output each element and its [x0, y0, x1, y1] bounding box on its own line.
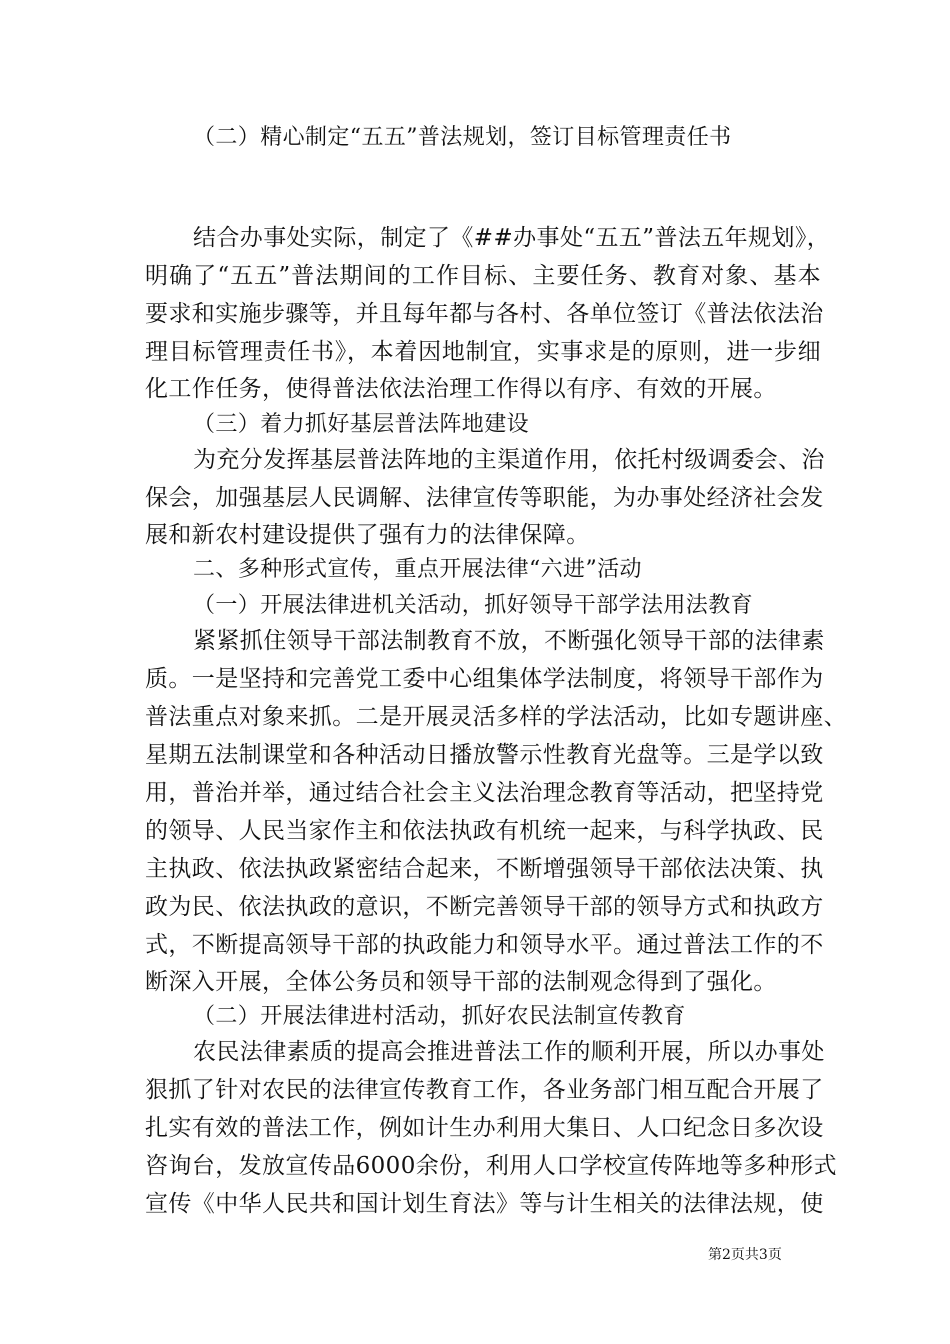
section-heading: （一）开展法律进机关活动，抓好领导干部学法用法教育 — [193, 593, 754, 618]
paragraph-line: 咨询台，发放宣传品6000余份，利用人口学校宣传阵地等多种形式 — [145, 1153, 837, 1179]
paragraph-line: 理目标管理责任书》，本着因地制宜，实事求是的原则，进一步细 — [145, 339, 821, 365]
section-heading: 二、多种形式宣传，重点开展法律“六进”活动 — [193, 557, 642, 582]
paragraph-line: 紧紧抓住领导干部法制教育不放，不断强化领导干部的法律素 — [193, 628, 825, 654]
paragraph-line: 扎实有效的普法工作，例如计生办利用大集日、人口纪念日多次设 — [145, 1115, 824, 1141]
paragraph-line: 的领导、人民当家作主和依法执政有机统一起来，与科学执政、民 — [145, 818, 824, 844]
paragraph-line: 质。一是坚持和完善党工委中心组集体学法制度，将领导干部作为 — [145, 666, 824, 692]
paragraph-line: 为充分发挥基层普法阵地的主渠道作用，依托村级调委会、治 — [193, 447, 825, 473]
page-number-footer: 第2页共3页 — [708, 1247, 782, 1263]
section-heading: （二）开展法律进村活动，抓好农民法制宣传教育 — [193, 1004, 686, 1029]
paragraph-line: 农民法律素质的提高会推进普法工作的顺利开展，所以办事处 — [193, 1039, 825, 1065]
paragraph-line: 用，普治并举，通过结合社会主义法治理念教育等活动，把坚持党 — [145, 780, 824, 806]
section-heading: （二）精心制定“五五”普法规划，签订目标管理责任书 — [193, 125, 732, 150]
paragraph-line: 式，不断提高领导干部的执政能力和领导水平。通过普法工作的不 — [145, 932, 824, 958]
paragraph-line: 结合办事处实际，制定了《##办事处“五五”普法五年规划》， — [193, 225, 831, 251]
paragraph-line: 保会，加强基层人民调解、法律宣传等职能，为办事处经济社会发 — [145, 485, 824, 511]
paragraph-line: 要求和实施步骤等，并且每年都与各村、各单位签订《普法依法治 — [145, 301, 824, 327]
paragraph-line: 断深入开展，全体公务员和领导干部的法制观念得到了强化。 — [145, 969, 777, 995]
paragraph-line: 主执政、依法执政紧密结合起来，不断增强领导干部依法决策、执 — [145, 856, 824, 882]
section-heading: （三）着力抓好基层普法阵地建设 — [193, 412, 530, 437]
paragraph-line: 明确了“五五”普法期间的工作目标、主要任务、教育对象、基本 — [145, 263, 821, 289]
paragraph-line: 政为民、依法执政的意识，不断完善领导干部的领导方式和执政方 — [145, 894, 824, 920]
paragraph-line: 星期五法制课堂和各种活动日播放警示性教育光盘等。三是学以致 — [145, 742, 824, 768]
paragraph-line: 普法重点对象来抓。二是开展灵活多样的学法活动，比如专题讲座、 — [145, 704, 847, 730]
paragraph-line: 宣传《中华人民共和国计划生育法》等与计生相关的法律法规，使 — [145, 1191, 824, 1217]
paragraph-line: 展和新农村建设提供了强有力的法律保障。 — [145, 522, 590, 548]
paragraph-line: 化工作任务，使得普法依法治理工作得以有序、有效的开展。 — [145, 376, 777, 402]
paragraph-line: 狠抓了针对农民的法律宣传教育工作，各业务部门相互配合开展了 — [145, 1077, 824, 1103]
